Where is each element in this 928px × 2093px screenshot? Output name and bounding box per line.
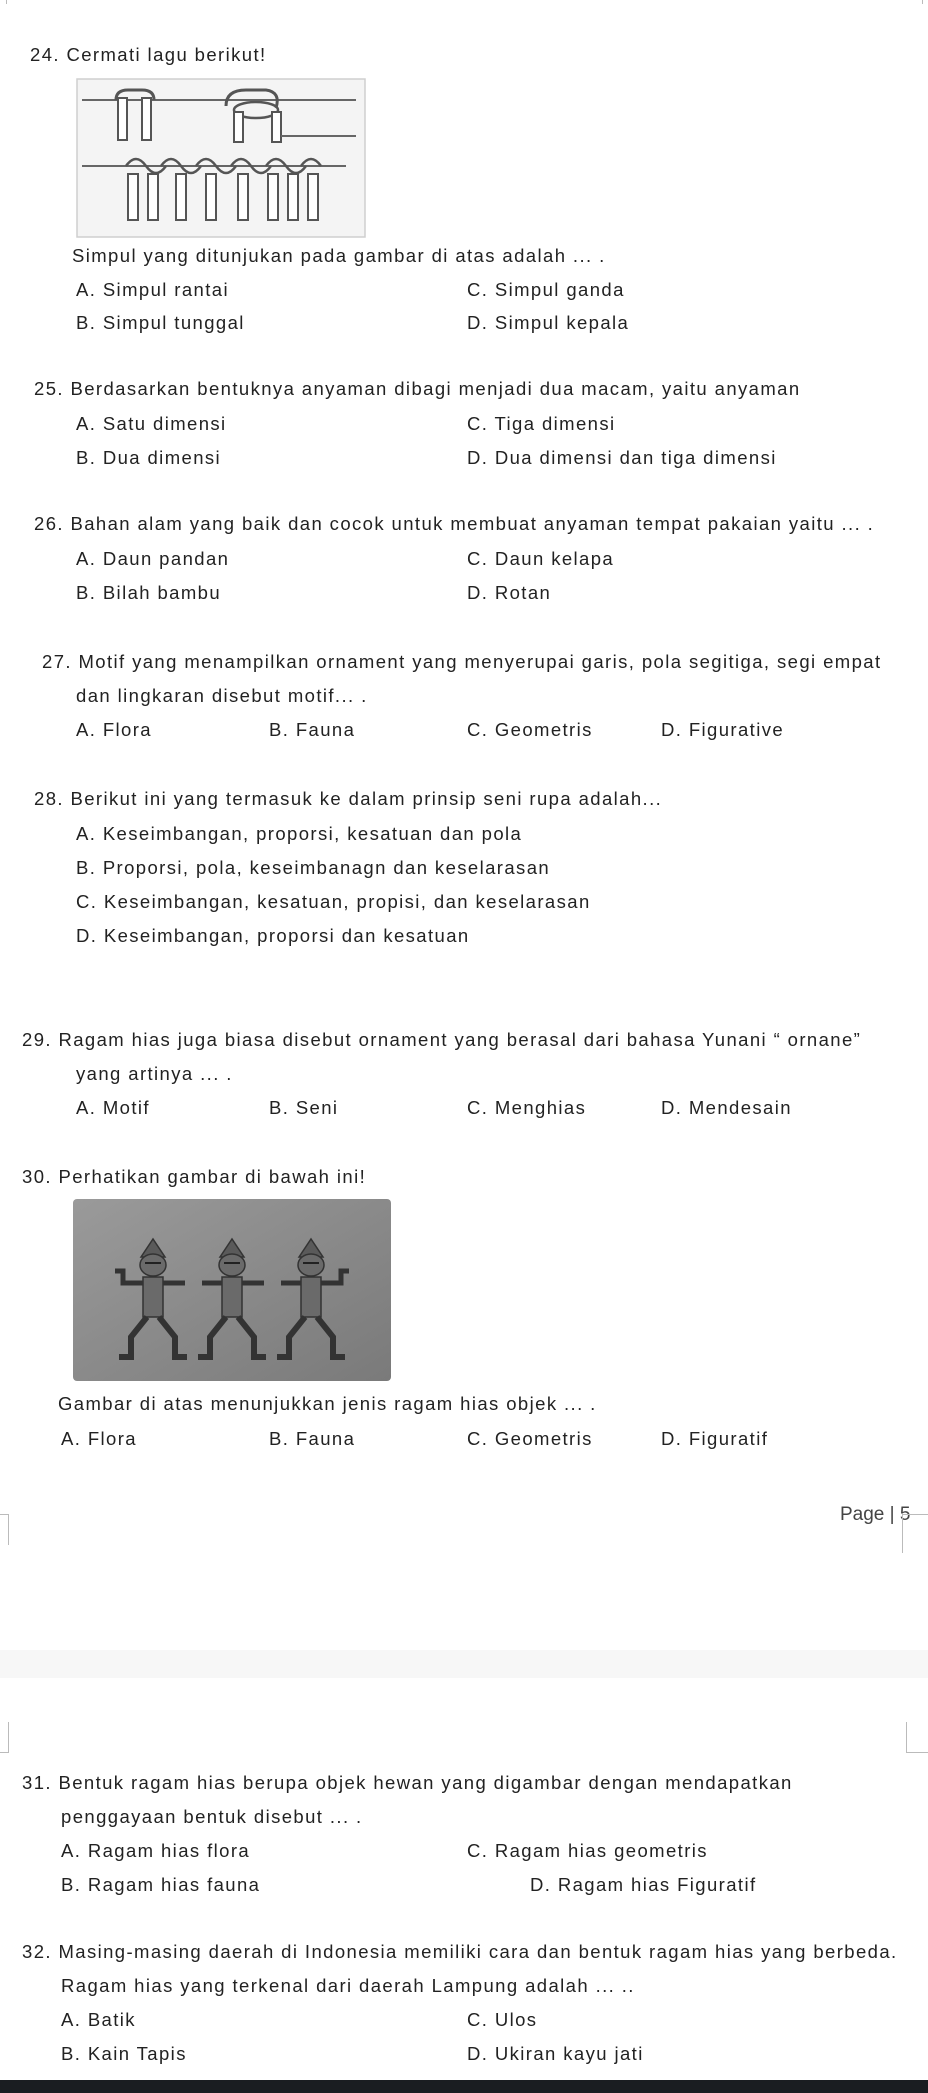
q32-question-line2: Ragam hias yang terkenal dari daerah Lampung adalah ... .. [61, 1975, 635, 1996]
q28-option-a[interactable]: A. Keseimbangan, proporsi, kesatuan dan pola [76, 823, 523, 844]
q26-question: 26. Bahan alam yang baik dan cocok untuk membuat anyaman tempat pakaian yaitu ... . [34, 513, 875, 534]
knot-figure [76, 78, 366, 238]
bottom-bar [0, 2080, 928, 2093]
dancing-figures-illustration [73, 1199, 391, 1381]
q32-question-line1: 32. Masing-masing daerah di Indonesia memiliki cara dan bentuk ragam hias yang berbeda. [22, 1941, 898, 1962]
q29-option-c[interactable]: C. Menghias [467, 1097, 587, 1118]
corner-mark-top-right [918, 0, 923, 4]
q32-option-c[interactable]: C. Ulos [467, 2009, 538, 2030]
q25-question: 25. Berdasarkan bentuknya anyaman dibagi menjadi dua macam, yaitu anyaman [34, 378, 801, 399]
q26-option-d[interactable]: D. Rotan [467, 582, 552, 603]
q31-option-b[interactable]: B. Ragam hias fauna [61, 1874, 261, 1895]
q27-option-b[interactable]: B. Fauna [269, 719, 356, 740]
q31-option-a[interactable]: A. Ragam hias flora [61, 1840, 251, 1861]
q27-option-c[interactable]: C. Geometris [467, 719, 593, 740]
q32-option-b[interactable]: B. Kain Tapis [61, 2043, 187, 2064]
q30-option-c[interactable]: C. Geometris [467, 1428, 593, 1449]
q31-option-c[interactable]: C. Ragam hias geometris [467, 1840, 708, 1861]
q27-question-line2: dan lingkaran disebut motif... . [76, 685, 368, 706]
page-gap [0, 1650, 928, 1678]
q29-option-d[interactable]: D. Mendesain [661, 1097, 792, 1118]
q26-option-a[interactable]: A. Daun pandan [76, 548, 230, 569]
q29-option-a[interactable]: A. Motif [76, 1097, 150, 1118]
q26-option-b[interactable]: B. Bilah bambu [76, 582, 222, 603]
page-number: Page | 5 [840, 1504, 911, 1525]
q30-question: 30. Perhatikan gambar di bawah ini! [22, 1166, 367, 1187]
q25-option-d[interactable]: D. Dua dimensi dan tiga dimensi [467, 447, 777, 468]
q32-option-d[interactable]: D. Ukiran kayu jati [467, 2043, 644, 2064]
q26-option-c[interactable]: C. Daun kelapa [467, 548, 615, 569]
q30-option-d[interactable]: D. Figuratif [661, 1428, 769, 1449]
q31-question-line1: 31. Bentuk ragam hias berupa objek hewan yang digambar dengan mendapatkan [22, 1772, 793, 1793]
q30-option-b[interactable]: B. Fauna [269, 1428, 356, 1449]
q27-question-line1: 27. Motif yang menampilkan ornament yang menyerupai garis, pola segitiga, segi empat [42, 651, 882, 672]
q24-question: 24. Cermati lagu berikut! [30, 44, 267, 65]
page-6 [0, 1678, 928, 2078]
knot-illustration [76, 78, 366, 238]
q24-option-a[interactable]: A. Simpul rantai [76, 279, 229, 300]
q30-prompt: Gambar di atas menunjukkan jenis ragam hias objek ... . [58, 1393, 597, 1414]
q31-question-line2: penggayaan bentuk disebut ... . [61, 1806, 363, 1827]
q28-option-b[interactable]: B. Proporsi, pola, keseimbanagn dan keselarasan [76, 857, 551, 878]
q27-option-d[interactable]: D. Figurative [661, 719, 785, 740]
q32-option-a[interactable]: A. Batik [61, 2009, 136, 2030]
q25-option-c[interactable]: C. Tiga dimensi [467, 413, 616, 434]
corner-mark-bottom-right [902, 1514, 928, 1553]
q24-prompt: Simpul yang ditunjukan pada gambar di atas adalah ... . [72, 245, 606, 266]
q29-question-line1: 29. Ragam hias juga biasa disebut ornament yang berasal dari bahasa Yunani “ ornane” [22, 1029, 862, 1050]
q27-option-a[interactable]: A. Flora [76, 719, 152, 740]
q31-option-d[interactable]: D. Ragam hias Figuratif [530, 1874, 757, 1895]
q25-option-b[interactable]: B. Dua dimensi [76, 447, 222, 468]
figurative-ornament-figure [73, 1199, 391, 1381]
corner-mark-bottom-left [0, 1514, 9, 1545]
q28-question: 28. Berikut ini yang termasuk ke dalam prinsip seni rupa adalah... [34, 788, 663, 809]
q28-option-c[interactable]: C. Keseimbangan, kesatuan, propisi, dan keselarasan [76, 891, 591, 912]
q29-option-b[interactable]: B. Seni [269, 1097, 339, 1118]
corner-mark-top-left-2 [0, 1722, 9, 1753]
q25-option-a[interactable]: A. Satu dimensi [76, 413, 227, 434]
corner-mark-top-right-2 [906, 1722, 928, 1753]
q24-option-d[interactable]: D. Simpul kepala [467, 312, 630, 333]
q24-option-c[interactable]: C. Simpul ganda [467, 279, 625, 300]
q24-option-b[interactable]: B. Simpul tunggal [76, 312, 245, 333]
q29-question-line2: yang artinya ... . [76, 1063, 233, 1084]
q28-option-d[interactable]: D. Keseimbangan, proporsi dan kesatuan [76, 925, 470, 946]
q30-option-a[interactable]: A. Flora [61, 1428, 137, 1449]
corner-mark-top-left [6, 0, 11, 4]
